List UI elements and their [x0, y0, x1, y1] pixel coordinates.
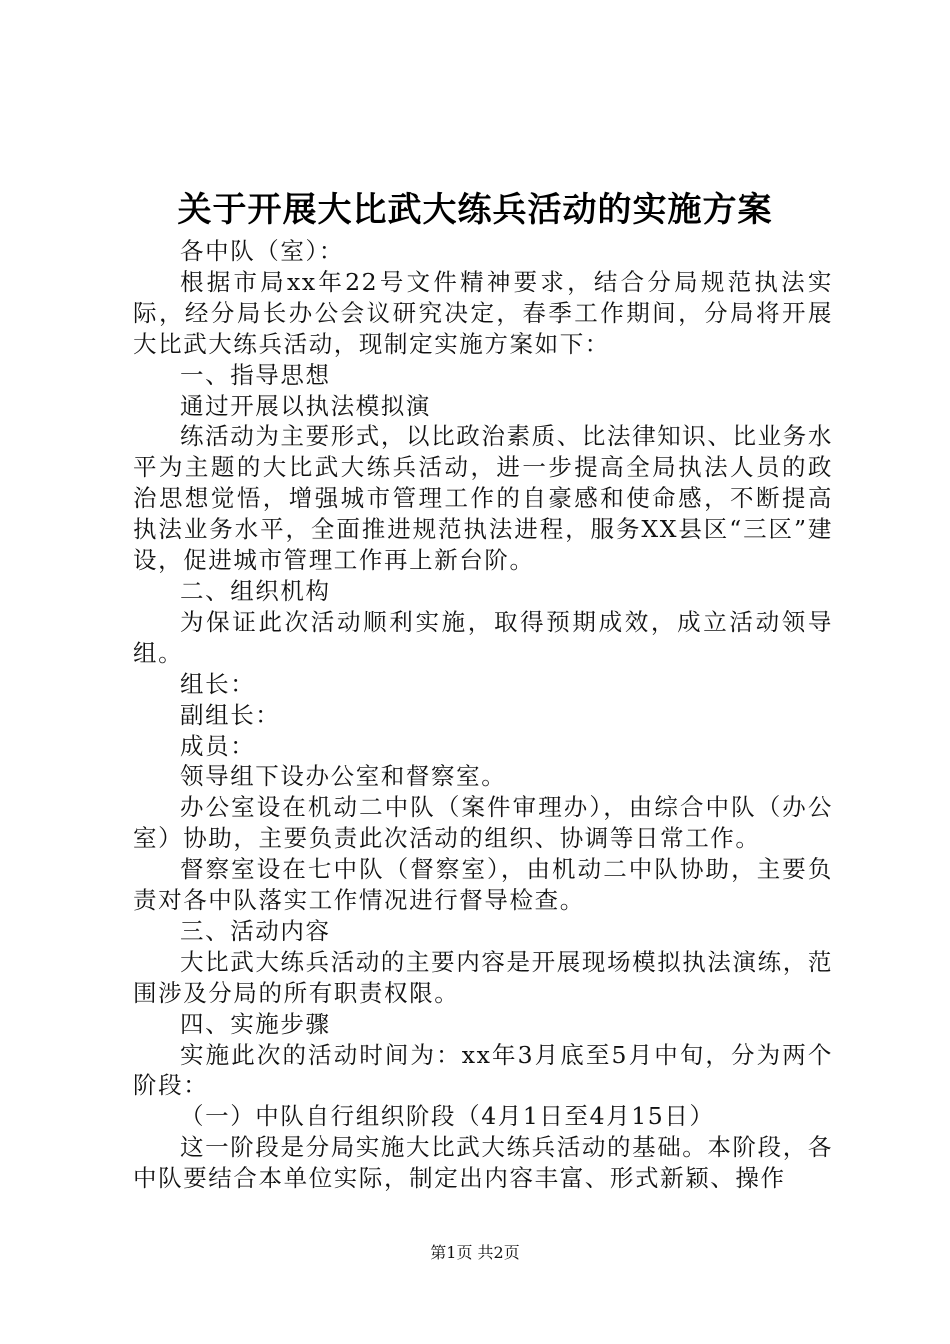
paragraph-deputy-leader: 副组长： [180, 700, 281, 729]
heading-organization: 二、组织机构 [180, 576, 331, 605]
paragraph-office-duty: 办公室设在机动二中队（案件审理办），由综合中队（办公室）协助，主要负责此次活动的组织、协调等日常工作。 [133, 793, 833, 853]
heading-guiding-ideology: 一、指导思想 [180, 360, 331, 389]
paragraph-activity-content: 大比武大练兵活动的主要内容是开展现场模拟执法演练，范围涉及分局的所有职责权限。 [133, 947, 833, 1007]
heading-activity-content: 三、活动内容 [180, 916, 331, 945]
page-number-footer: 第1页 共2页 [430, 1243, 520, 1262]
paragraph-schedule: 实施此次的活动时间为：xx年3月底至5月中旬，分为两个阶段： [133, 1040, 833, 1100]
paragraph-members: 成员： [180, 731, 256, 760]
heading-implementation-steps: 四、实施步骤 [180, 1009, 331, 1038]
paragraph-salutation: 各中队（室）： [180, 237, 344, 265]
paragraph-offices: 领导组下设办公室和督察室。 [180, 762, 507, 791]
paragraph-guiding-line1: 通过开展以执法模拟演 [180, 391, 431, 420]
paragraph-group-leader: 组长： [180, 669, 256, 698]
paragraph-inspection-duty: 督察室设在七中队（督察室），由机动二中队协助，主要负责对各中队落实工作情况进行督导检查。 [133, 855, 833, 915]
paragraph-leading-group: 为保证此次活动顺利实施，取得预期成效，成立活动领导组。 [133, 607, 833, 667]
paragraph-phase-one: 这一阶段是分局实施大比武大练兵活动的基础。本阶段，各中队要结合本单位实际，制定出内容丰富、形式新颖、操作 [133, 1133, 833, 1193]
heading-phase-one: （一）中队自行组织阶段（4月1日至4月15日） [180, 1102, 715, 1131]
document-body [133, 236, 833, 1194]
paragraph-guiding-body: 练活动为主要形式，以比政治素质、比法律知识、比业务水平为主题的大比武大练兵活动，进一步提高全局执法人员的政治思想觉悟，增强城市管理工作的自豪感和使命感，不断提高执法业务水平，全面推进规范执法进程，服务XX县区“三区”建设，促进城市管理工作再上新台阶。 [133, 422, 833, 575]
document-title: 关于开展大比武大练兵活动的实施方案 [177, 190, 773, 230]
paragraph-intro: 根据市局xx年22号文件精神要求，结合分局规范执法实际，经分局长办公会议研究决定，春季工作期间，分局将开展大比武大练兵活动，现制定实施方案如下： [133, 267, 833, 358]
